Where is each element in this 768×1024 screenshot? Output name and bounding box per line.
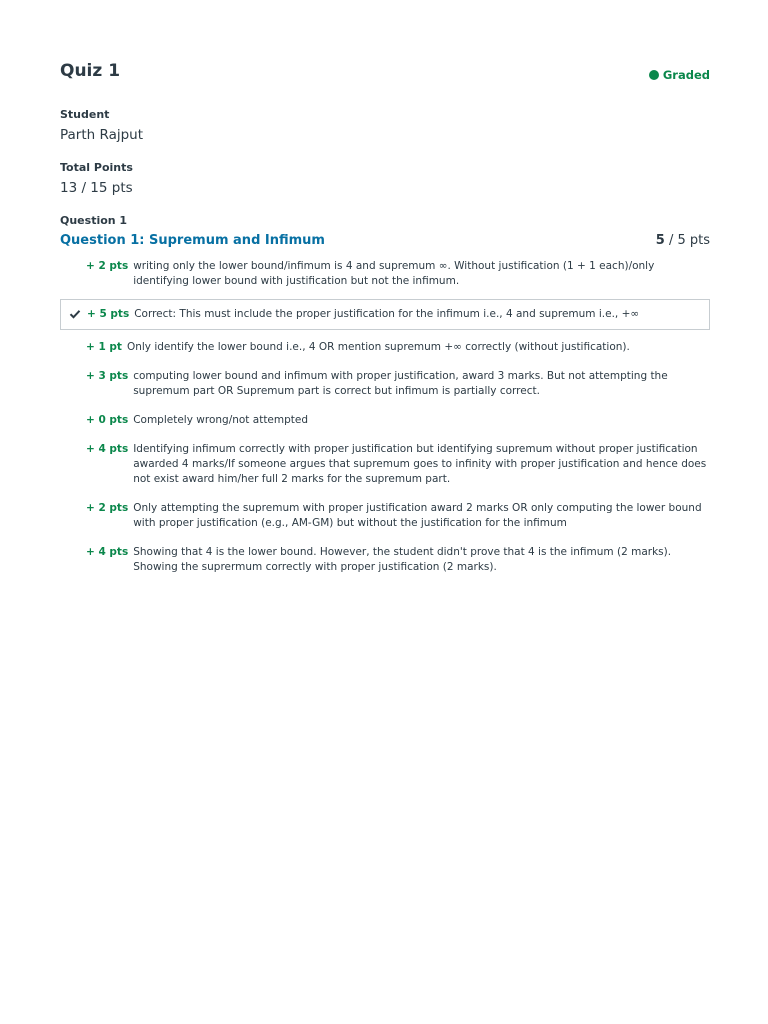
rubric-item — [60, 369, 710, 399]
rubric-item-points: + 0 pts — [86, 414, 129, 426]
rubric-spacer — [60, 399, 710, 413]
rubric-spacer — [60, 355, 710, 369]
rubric-item — [60, 259, 710, 289]
rubric-item-points: + 2 pts — [86, 502, 129, 514]
quiz-title: Quiz 1 — [60, 61, 121, 81]
rubric-item-description: Correct: This must include the proper justification for the infimum i.e., 4 and supremum i.e., +∞ — [134, 308, 640, 320]
rubric-spacer — [60, 428, 710, 442]
rubric-item — [60, 442, 710, 487]
status-dot-icon — [649, 70, 659, 80]
rubric-item-points: + 4 pts — [86, 546, 129, 558]
rubric-item-description: computing lower bound and infimum with proper justification, award 3 marks. But not attempting the supremum part OR Supremum part is correct but infimum is partially correct. — [133, 370, 668, 397]
rubric-item-description: writing only the lower bound/infimum is 4 and supremum ∞. Without justification (1 + 1 each)/only identifying lower bound with justification but not the infimum. — [133, 260, 655, 287]
rubric-item-description: Completely wrong/not attempted — [133, 414, 309, 426]
rubric-list — [60, 259, 710, 575]
quiz-page — [60, 0, 710, 573]
rubric-item-selected — [60, 299, 710, 330]
rubric-item — [60, 501, 710, 531]
rubric-item-points: + 5 pts — [87, 308, 130, 320]
student-label: Student — [60, 108, 110, 121]
total-points-value: 13 / 15 pts — [60, 180, 133, 196]
question-header — [60, 233, 710, 248]
rubric-spacer — [60, 531, 710, 545]
rubric-item — [60, 545, 710, 575]
question-title[interactable]: Question 1: Supremum and Infimum — [60, 233, 325, 248]
rubric-item-points: + 3 pts — [86, 370, 129, 382]
graded-status — [649, 68, 710, 82]
question-score — [656, 233, 710, 248]
rubric-item-description: Only attempting the supremum with proper justification award 2 marks OR only computing the lower bound with proper justification (e.g., AM-GM) but without the justification for the infimum — [133, 502, 702, 529]
question-score-earned: 5 — [655, 233, 665, 248]
question-score-total: / 5 pts — [664, 233, 710, 248]
rubric-item-description: Identifying infimum correctly with proper justification but identifying supremum without proper justification awarded 4 marks/If someone argues that supremum goes to infinity with proper justification and hence does not exist award him/her full 2 marks for the supremum part. — [133, 443, 707, 485]
rubric-item — [60, 340, 710, 355]
rubric-item-description: Showing that 4 is the lower bound. However, the student didn't prove that 4 is the infimum (2 marks). Showing the suprermum correctly with proper justification (2 marks). — [133, 546, 672, 573]
rubric-item-points: + 4 pts — [86, 443, 129, 455]
rubric-spacer — [60, 487, 710, 501]
total-points-label: Total Points — [60, 161, 133, 174]
question-label: Question 1 — [60, 214, 128, 227]
graded-status-label: Graded — [662, 68, 710, 82]
student-name: Parth Rajput — [60, 127, 144, 143]
rubric-item — [60, 413, 710, 428]
rubric-item-points: + 2 pts — [86, 260, 129, 272]
rubric-item-points: + 1 pt — [86, 341, 122, 353]
quiz-header — [60, 0, 710, 100]
check-icon — [69, 308, 81, 320]
rubric-item-description: Only identify the lower bound i.e., 4 OR mention supremum +∞ correctly (without justification). — [126, 341, 630, 353]
